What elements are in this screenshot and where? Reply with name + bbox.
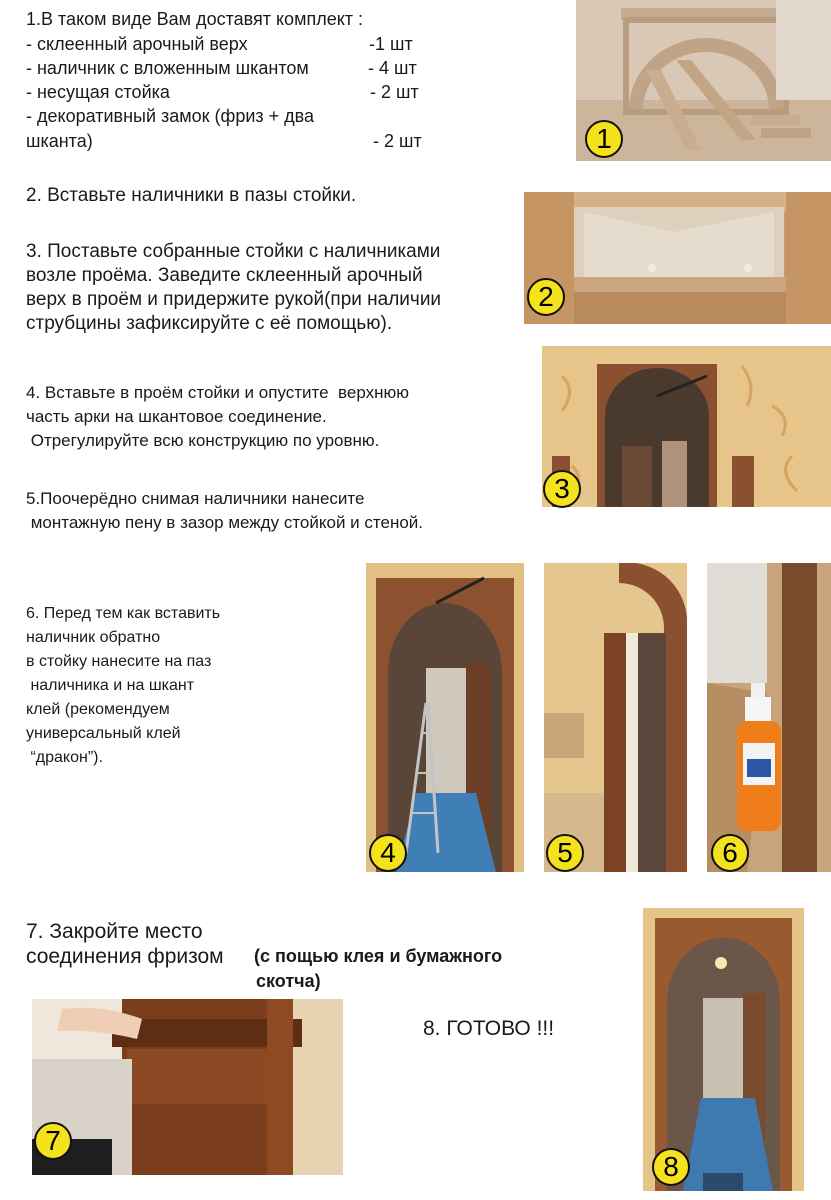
step-badge: 6 <box>711 834 749 872</box>
step1-item-qty: -1 шт <box>369 34 413 54</box>
step7-note: (с пощью клея и бумажного <box>254 946 503 966</box>
step1-item-name: - декоративный замок (фриз + два <box>26 106 315 126</box>
step3-line: 3. Поставьте собранные стойки с наличниками <box>26 241 441 262</box>
step1-item-name: - склеенный арочный верх <box>26 34 248 54</box>
step1-title: 1.В таком виде Вам доставят комплект : <box>26 9 364 29</box>
step3-line: струбцины зафиксируйте с её помощью). <box>26 313 393 334</box>
step1-item-name: шканта) <box>26 131 93 151</box>
step1-item-qty: - 2 шт <box>370 82 419 102</box>
step6-line: в стойку нанесите на паз <box>26 653 212 670</box>
step5-line: монтажную пену в зазор между стойкой и стеной. <box>26 513 424 532</box>
step1-item-qty: - 4 шт <box>368 58 417 78</box>
step6-line: универсальный клей <box>26 725 181 742</box>
step1-item-name: - несущая стойка <box>26 82 170 102</box>
step4-line: часть арки на шкантовое соединение. <box>26 407 327 426</box>
step-badge: 3 <box>543 470 581 508</box>
photo-arch-in-doorway <box>542 346 831 507</box>
step6-line: наличник обратно <box>26 629 161 646</box>
step1-item-qty: - 2 шт <box>373 131 422 151</box>
step8-text: 8. ГОТОВО !!! <box>423 1017 555 1040</box>
step6-line: клей (рекомендуем <box>26 701 170 718</box>
step7-note: скотча) <box>256 971 321 991</box>
step-badge: 1 <box>585 120 623 158</box>
step4-line: 4. Вставьте в проём стойки и опустите верхнюю <box>26 383 409 402</box>
step3-line: верх в проём и придержите рукой(при наличии <box>26 289 442 310</box>
step-badge: 2 <box>527 278 565 316</box>
photo-glue-bottle <box>707 563 831 872</box>
photo-foam-gap <box>544 563 687 872</box>
step6-line: “дракон”). <box>26 749 103 766</box>
step2-text: 2. Вставьте наличники в пазы стойки. <box>26 185 357 206</box>
step-badge: 4 <box>369 834 407 872</box>
step6-line: наличника и на шкант <box>26 677 195 694</box>
step-badge: 5 <box>546 834 584 872</box>
photo-trim-in-groove <box>524 192 831 324</box>
step1-item-name: - наличник с вложенным шкантом <box>26 58 309 78</box>
step-badge: 7 <box>34 1122 72 1160</box>
step7-line: 7. Закройте место <box>26 920 203 943</box>
step7-line: соединения фризом <box>26 945 224 968</box>
photo-arch-with-ladder <box>366 563 524 872</box>
step-badge: 8 <box>652 1148 690 1186</box>
step6-line: 6. Перед тем как вставить <box>26 605 221 622</box>
photo-frieze-closeup <box>32 999 343 1175</box>
step5-line: 5.Поочерёдно снимая наличники нанесите <box>26 489 365 508</box>
step4-line: Отрегулируйте всю конструкцию по уровню. <box>26 431 380 450</box>
step3-line: возле проёма. Заведите склеенный арочный <box>26 265 423 286</box>
